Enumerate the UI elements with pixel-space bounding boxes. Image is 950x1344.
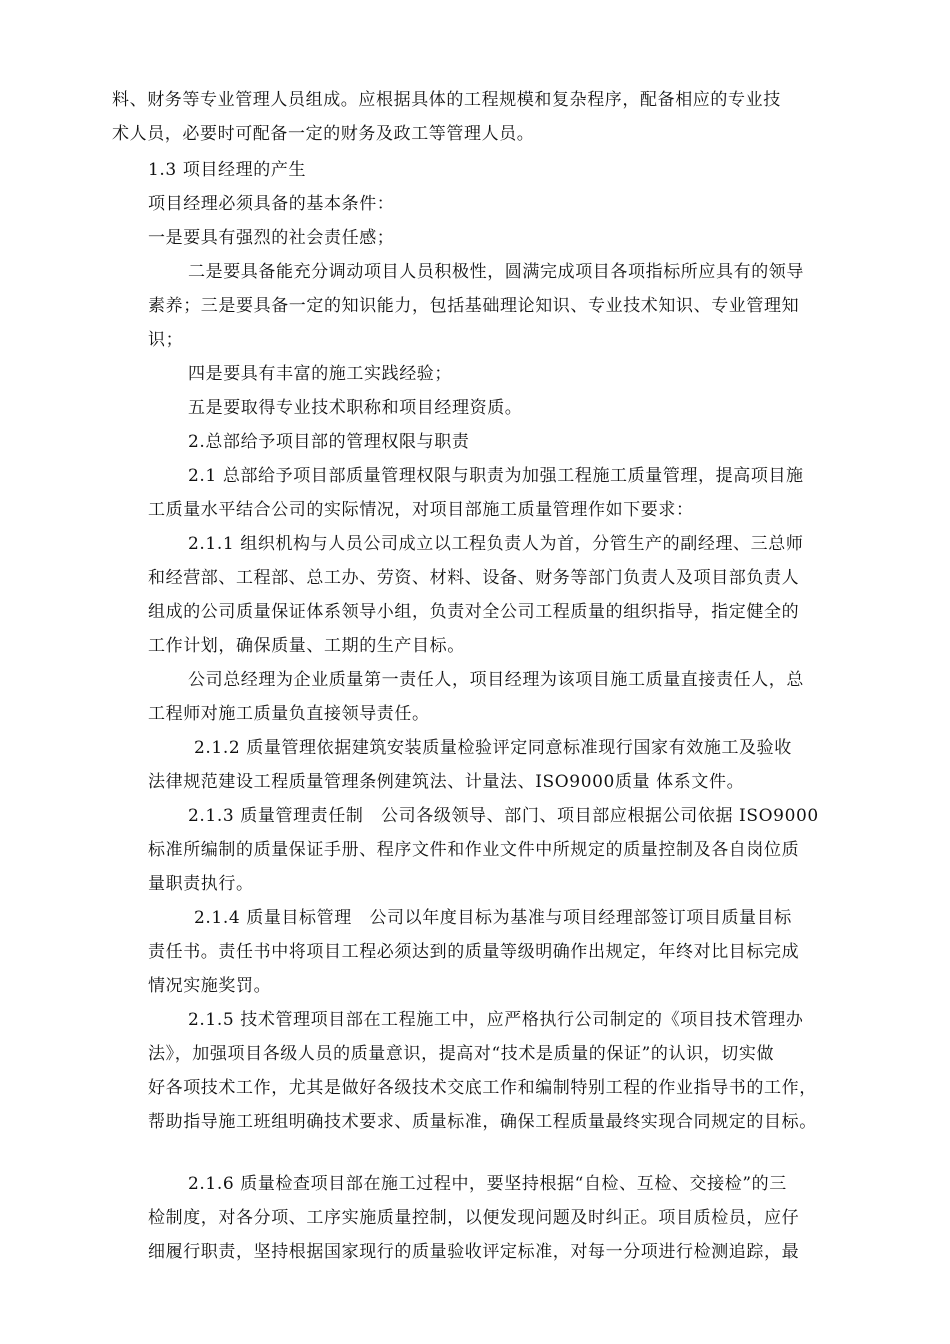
text-line: 术人员，必要时可配备一定的财务及政工等管理人员。 <box>112 124 535 144</box>
text-line: 公司总经理为企业质量第一责任人，项目经理为该项目施工质量直接责任人，总 <box>188 670 804 690</box>
text-line: 帮助指导施工班组明确技术要求、质量标准，确保工程质量最终实现合同规定的目标。 <box>148 1112 817 1132</box>
text-line: 2.1.4 质量目标管理 公司以年度目标为基准与项目经理部签订项目质量目标 <box>194 908 792 928</box>
section-heading: 2.总部给予项目部的管理权限与职责 <box>188 432 470 452</box>
text-line: 好各项技术工作，尤其是做好各级技术交底工作和编制特别工程的作业指导书的工作， <box>148 1078 817 1098</box>
text-line: 法》，加强项目各级人员的质量意识，提高对“技术是质量的保证”的认识，切实做 <box>148 1044 775 1064</box>
text-line: 一是要具有强烈的社会责任感； <box>148 228 395 248</box>
text-line: 二是要具备能充分调动项目人员积极性，圆满完成项目各项指标所应具有的领导 <box>188 262 804 282</box>
text-line: 责任书。责任书中将项目工程必须达到的质量等级明确作出规定，年终对比目标完成 <box>148 942 800 962</box>
text-line: 识； <box>148 330 184 350</box>
text-line: 法律规范建设工程质量管理条例建筑法、计量法、ISO9000质量 体系文件。 <box>148 772 745 792</box>
text-line: 工作计划，确保质量、工期的生产目标。 <box>148 636 465 656</box>
text-line: 工质量水平结合公司的实际情况，对项目部施工质量管理作如下要求： <box>148 500 694 520</box>
text-line: 标准所编制的质量保证手册、程序文件和作业文件中所规定的质量控制及各自岗位质 <box>148 840 800 860</box>
text-line: 组成的公司质量保证体系领导小组，负责对全公司工程质量的组织指导，指定健全的 <box>148 602 800 622</box>
text-line: 量职责执行。 <box>148 874 254 894</box>
text-line: 五是要取得专业技术职称和项目经理资质。 <box>188 398 523 418</box>
text-line: 工程师对施工质量负直接领导责任。 <box>148 704 430 724</box>
text-line: 细履行职责，坚持根据国家现行的质量验收评定标准，对每一分项进行检测追踪，最 <box>148 1242 800 1262</box>
section-heading: 1.3 项目经理的产生 <box>148 160 307 180</box>
text-line: 2.1 总部给予项目部质量管理权限与职责为加强工程施工质量管理，提高项目施 <box>188 466 804 486</box>
text-line: 2.1.2 质量管理依据建筑安装质量检验评定同意标准现行国家有效施工及验收 <box>194 738 792 758</box>
text-line: 情况实施奖罚。 <box>148 976 272 996</box>
text-line: 检制度，对各分项、工序实施质量控制，以便发现问题及时纠正。项目质检员，应仔 <box>148 1208 800 1228</box>
text-line: 素养；三是要具备一定的知识能力，包括基础理论知识、专业技术知识、专业管理知 <box>148 296 800 316</box>
text-line: 2.1.6 质量检查项目部在施工过程中，要坚持根据“自检、互检、交接检”的三 <box>188 1174 787 1194</box>
text-line: 2.1.3 质量管理责任制 公司各级领导、部门、项目部应根据公司依据 ISO9000 <box>188 806 819 826</box>
text-line: 四是要具有丰富的施工实践经验； <box>188 364 452 384</box>
text-line: 料、财务等专业管理人员组成。应根据具体的工程规模和复杂程序，配备相应的专业技 <box>112 90 781 110</box>
text-line: 项目经理必须具备的基本条件： <box>148 194 395 214</box>
text-line: 2.1.5 技术管理项目部在工程施工中，应严格执行公司制定的《项目技术管理办 <box>188 1010 804 1030</box>
text-line: 2.1.1 组织机构与人员公司成立以工程负责人为首，分管生产的副经理、三总师 <box>188 534 804 554</box>
text-line: 和经营部、工程部、总工办、劳资、材料、设备、财务等部门负责人及项目部负责人 <box>148 568 800 588</box>
